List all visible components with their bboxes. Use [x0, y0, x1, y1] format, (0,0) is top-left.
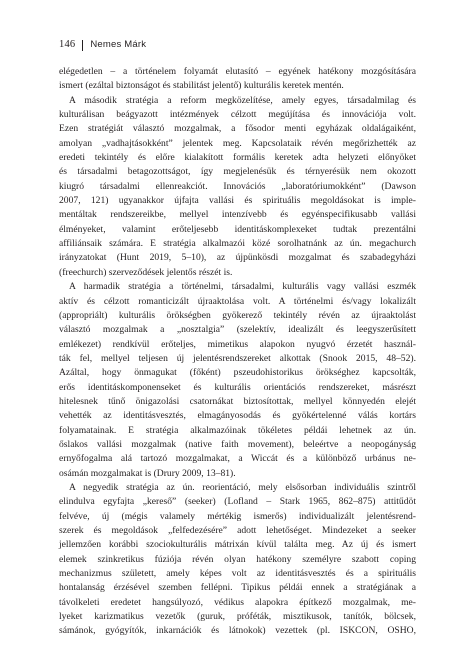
running-head-author: Nemes Márk	[90, 39, 147, 50]
text-line: osámán mozgalmakat is (Drury 2009, 13–81).	[59, 467, 236, 479]
text-line: kiugró társadalmi ellenreakciót. Innovációs „laboratóriumokként” (Dawson	[59, 180, 416, 192]
text-line: felvéve, új (mégis valamely mértékig ismerős) individualizált jelentésrend-	[59, 510, 416, 522]
text-line: (appropriált) kulturális örökségben gyökerező tekintély révén az újraaktolást	[59, 309, 416, 321]
text-line: 2007, 121) ugyanakkor újfajta vallási és spirituális megoldásokat is imple-	[59, 195, 416, 207]
text-line: ismert (ezáltal biztonságot és stabilitást jelentő) kulturális keretek mentén.	[59, 80, 344, 92]
text-line: hontalanság érzésével szemben fellépni. Tipikus példái ennek a stratégiának a	[59, 582, 416, 594]
text-line: aktív és célzott romanticizált újraaktolása volt. A történelmi és/vagy lokalizált	[59, 295, 416, 307]
text-line: eredeti tekintély és előre kialakított formális keretek adta helyzeti előnyöket	[59, 152, 416, 164]
text-line: jellemzően korábbi szociokulturális mátrixán kívül találta meg. Az új és ismert	[59, 539, 416, 551]
text-line: távolkeleti eredetet hangsúlyozó, védikus alapokra építkező mozgalmak, me-	[59, 596, 416, 608]
text-line: élményeket, valamint erőteljesebb identitáskomplexeket tudtak prezentálni	[59, 223, 416, 235]
running-header	[59, 38, 146, 52]
text-line: A második stratégia a reform megközelítése, amely egyes, társadalmilag és	[69, 94, 416, 106]
text-line: ták fel, mellyel teljesen új jelentésrendszereket alkottak (Snook 2015, 48–52).	[59, 352, 416, 364]
text-line: őslakos vallási mozgalmak (native faith movement), beleértve a neopogányság	[59, 438, 416, 450]
text-line: hitelesnek tűnő önigazolási csatornákat biztosítottak, mellyel könnyedén elejét	[59, 395, 416, 407]
text-line: és társadalmi betagozottságot, így megjelenésük és térnyerésük nem okozott	[59, 166, 416, 178]
text-line: kulturálisan beágyazott intézmények célzott megújítása és innovációja volt.	[59, 109, 416, 121]
text-line: mentáltak rendszereikbe, mellyel intenzívebb és egyénspecifikusabb vallási	[59, 209, 416, 221]
text-line: lyeket karizmatikus vezetők (guruk, próféták, misztikusok, tanítók, bölcsek,	[59, 611, 416, 623]
text-line: affiliánsaik számára. E stratégia alkalmazói közé sorolhatnánk az ún. megachurch	[59, 238, 416, 250]
text-line: elemek szinkretikus fúziója révén olyan hatékony személyre szabott coping	[59, 553, 416, 565]
text-line: szerek és megoldások „felfedezésére” adott lehetőséget. Mindezeket a seeker	[59, 525, 416, 536]
text-line: választó mozgalmak a „nosztalgia” (szelektív, idealizált és leegyszerűsített	[59, 324, 416, 336]
text-line: sámánok, gyógyítók, inkarnációk és látnokok) vezettek (pl. ISKCON, OSHO,	[59, 625, 416, 637]
text-line: Ezen stratégiát választó mozgalmak, a fősodor menti egyházak oldalágaiként,	[59, 123, 416, 135]
text-line: folyamatainak. E stratégia alkalmazóinak tökéletes példái lehetnek az ún.	[59, 424, 416, 436]
text-line: mechanizmus született, amely képes volt az identitásvesztés és a spirituális	[59, 568, 416, 580]
text-line: elégedetlen – a történelem folyamát elutasító – egyének hatékony mozgósítására	[59, 66, 416, 77]
header-divider	[82, 40, 83, 51]
text-line: A harmadik stratégia a történelmi, társadalmi, kulturális vagy vallási eszmék	[69, 281, 416, 293]
page-number: 146	[59, 39, 76, 50]
text-line: amolyan „vadhajtásokként” jelentek meg. Kapcsolataik révén megőrizhették az	[59, 137, 416, 149]
text-line: emlékezet) rendkívül erőteljes, mimetikus alapokon nyugvó érzetét használ-	[59, 338, 416, 350]
text-line: Azáltal, hogy önmagukat (főként) pszeudohistorikus örökséghez kapcsolták,	[59, 367, 416, 379]
text-line: (freechurch) szerveződések jelentős részét is.	[59, 266, 233, 278]
text-line: A negyedik stratégia az ún. reorientáció, mely elsősorban individuális szintről	[69, 481, 416, 493]
body-text	[59, 65, 416, 639]
text-line: irányzatokat (Hunt 2019, 5–10), az újpünkösdi mozgalmat és szabadegyházi	[59, 252, 416, 264]
text-line: elindulva egyfajta „kereső” (seeker) (Lofland – Stark 1965, 862–875) attitűdöt	[59, 496, 416, 508]
text-line: ernyőfogalma alá tartozó mozgalmakat, a Wiccát és a különböző urbánus ne-	[59, 453, 416, 465]
text-line: erős identitáskomponenseket és kulturális orientációs rendszereket, másrészt	[59, 381, 416, 393]
text-line: vehették az identitásvesztés, elmagányosodás és gyökértelenné válás kortárs	[59, 410, 416, 422]
